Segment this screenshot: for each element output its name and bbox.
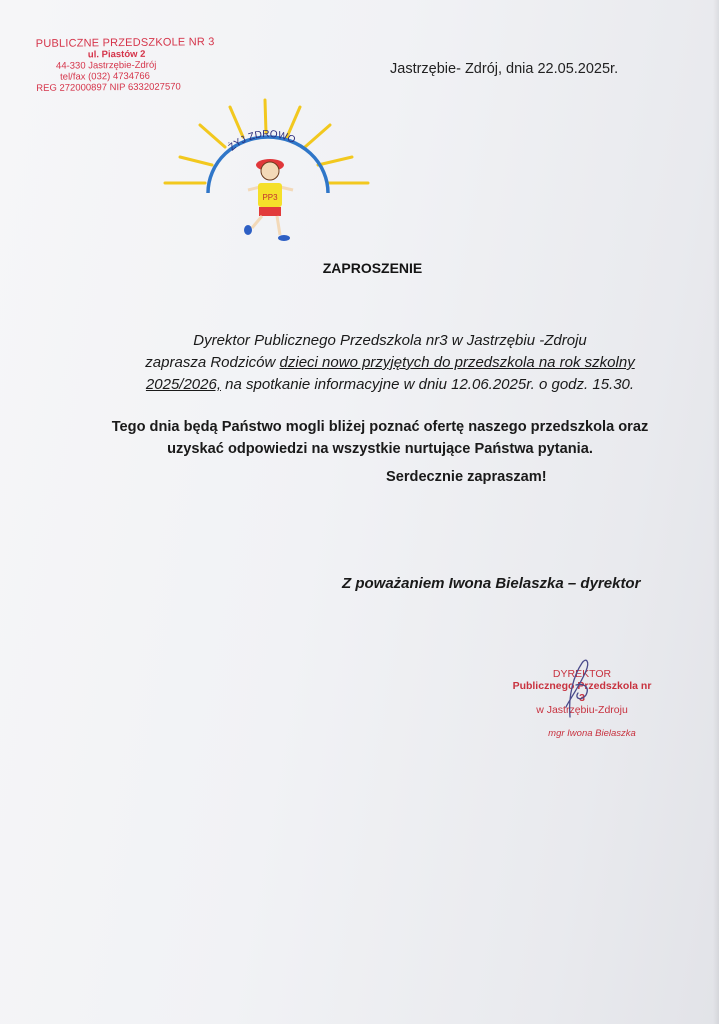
info-paragraph — [40, 416, 719, 460]
invitation-line-2-underlined: dzieci nowo przyjętych do przedszkola na rok szkolny — [279, 354, 635, 371]
stamp-line-name: PUBLICZNE PRZEDSZKOLE NR 3 — [35, 36, 215, 50]
child-leg-left — [252, 216, 262, 228]
letter-date: Jastrzębie- Zdrój, dnia 22.05.2025r. — [390, 61, 619, 77]
shirt-label: PP3 — [262, 193, 278, 202]
info-line-2: uzyskać odpowiedzi na wszystkie nurtujące Państwa pytania. — [167, 441, 593, 457]
child-face — [261, 162, 279, 180]
director-stamp-title: DYREKTOR — [552, 668, 612, 680]
invitation-line-2-plain: zaprasza Rodziców — [145, 354, 280, 371]
child-leg-right — [277, 216, 280, 235]
letter-title: ZAPROSZENIE — [322, 260, 423, 276]
page-edge-shadow — [713, 0, 719, 1024]
director-stamp-institution: Publicznego Przedszkola nr 3 — [512, 680, 652, 704]
child-shorts — [259, 207, 281, 216]
stamp-line-street: ul. Piastów 2 — [87, 48, 146, 61]
kindergarten-logo — [160, 95, 380, 250]
school-year: 2025/2026, — [145, 376, 221, 393]
handwritten-signature — [540, 655, 620, 725]
invitation-line-2 — [60, 352, 719, 374]
stamp-line-city: 44-330 Jastrzębie-Zdrój — [55, 59, 157, 72]
institution-stamp — [36, 37, 217, 94]
info-line-1: Tego dnia będą Państwo mogli bliżej poznać ofertę naszego przedszkola oraz — [111, 419, 649, 435]
closing-line: Serdecznie zapraszam! — [386, 469, 547, 485]
shoe-right-icon — [278, 235, 290, 241]
meeting-details: na spotkanie informacyjne w dniu 12.06.2025r. o godz. 15.30. — [221, 376, 635, 393]
invitation-paragraph — [60, 330, 719, 396]
invitation-line-3 — [60, 374, 719, 396]
invitation-line-1: Dyrektor Publicznego Przedszkola nr3 w Jastrzębiu -Zdroju — [193, 332, 587, 349]
director-stamp-name: mgr Iwona Bielaszka — [548, 728, 636, 739]
shoe-left-icon — [244, 225, 252, 235]
director-stamp-city: w Jastrzębiu-Zdroju — [536, 704, 628, 716]
stamp-line-phone: tel/fax (032) 4734766 — [60, 70, 150, 83]
stamp-line-registry: REG 272000897 NIP 6332027570 — [36, 81, 181, 94]
regards-line: Z poważaniem Iwona Bielaszka – dyrektor — [342, 575, 641, 592]
logo-arc-text: ŻYJ ZDROWO — [226, 128, 297, 154]
